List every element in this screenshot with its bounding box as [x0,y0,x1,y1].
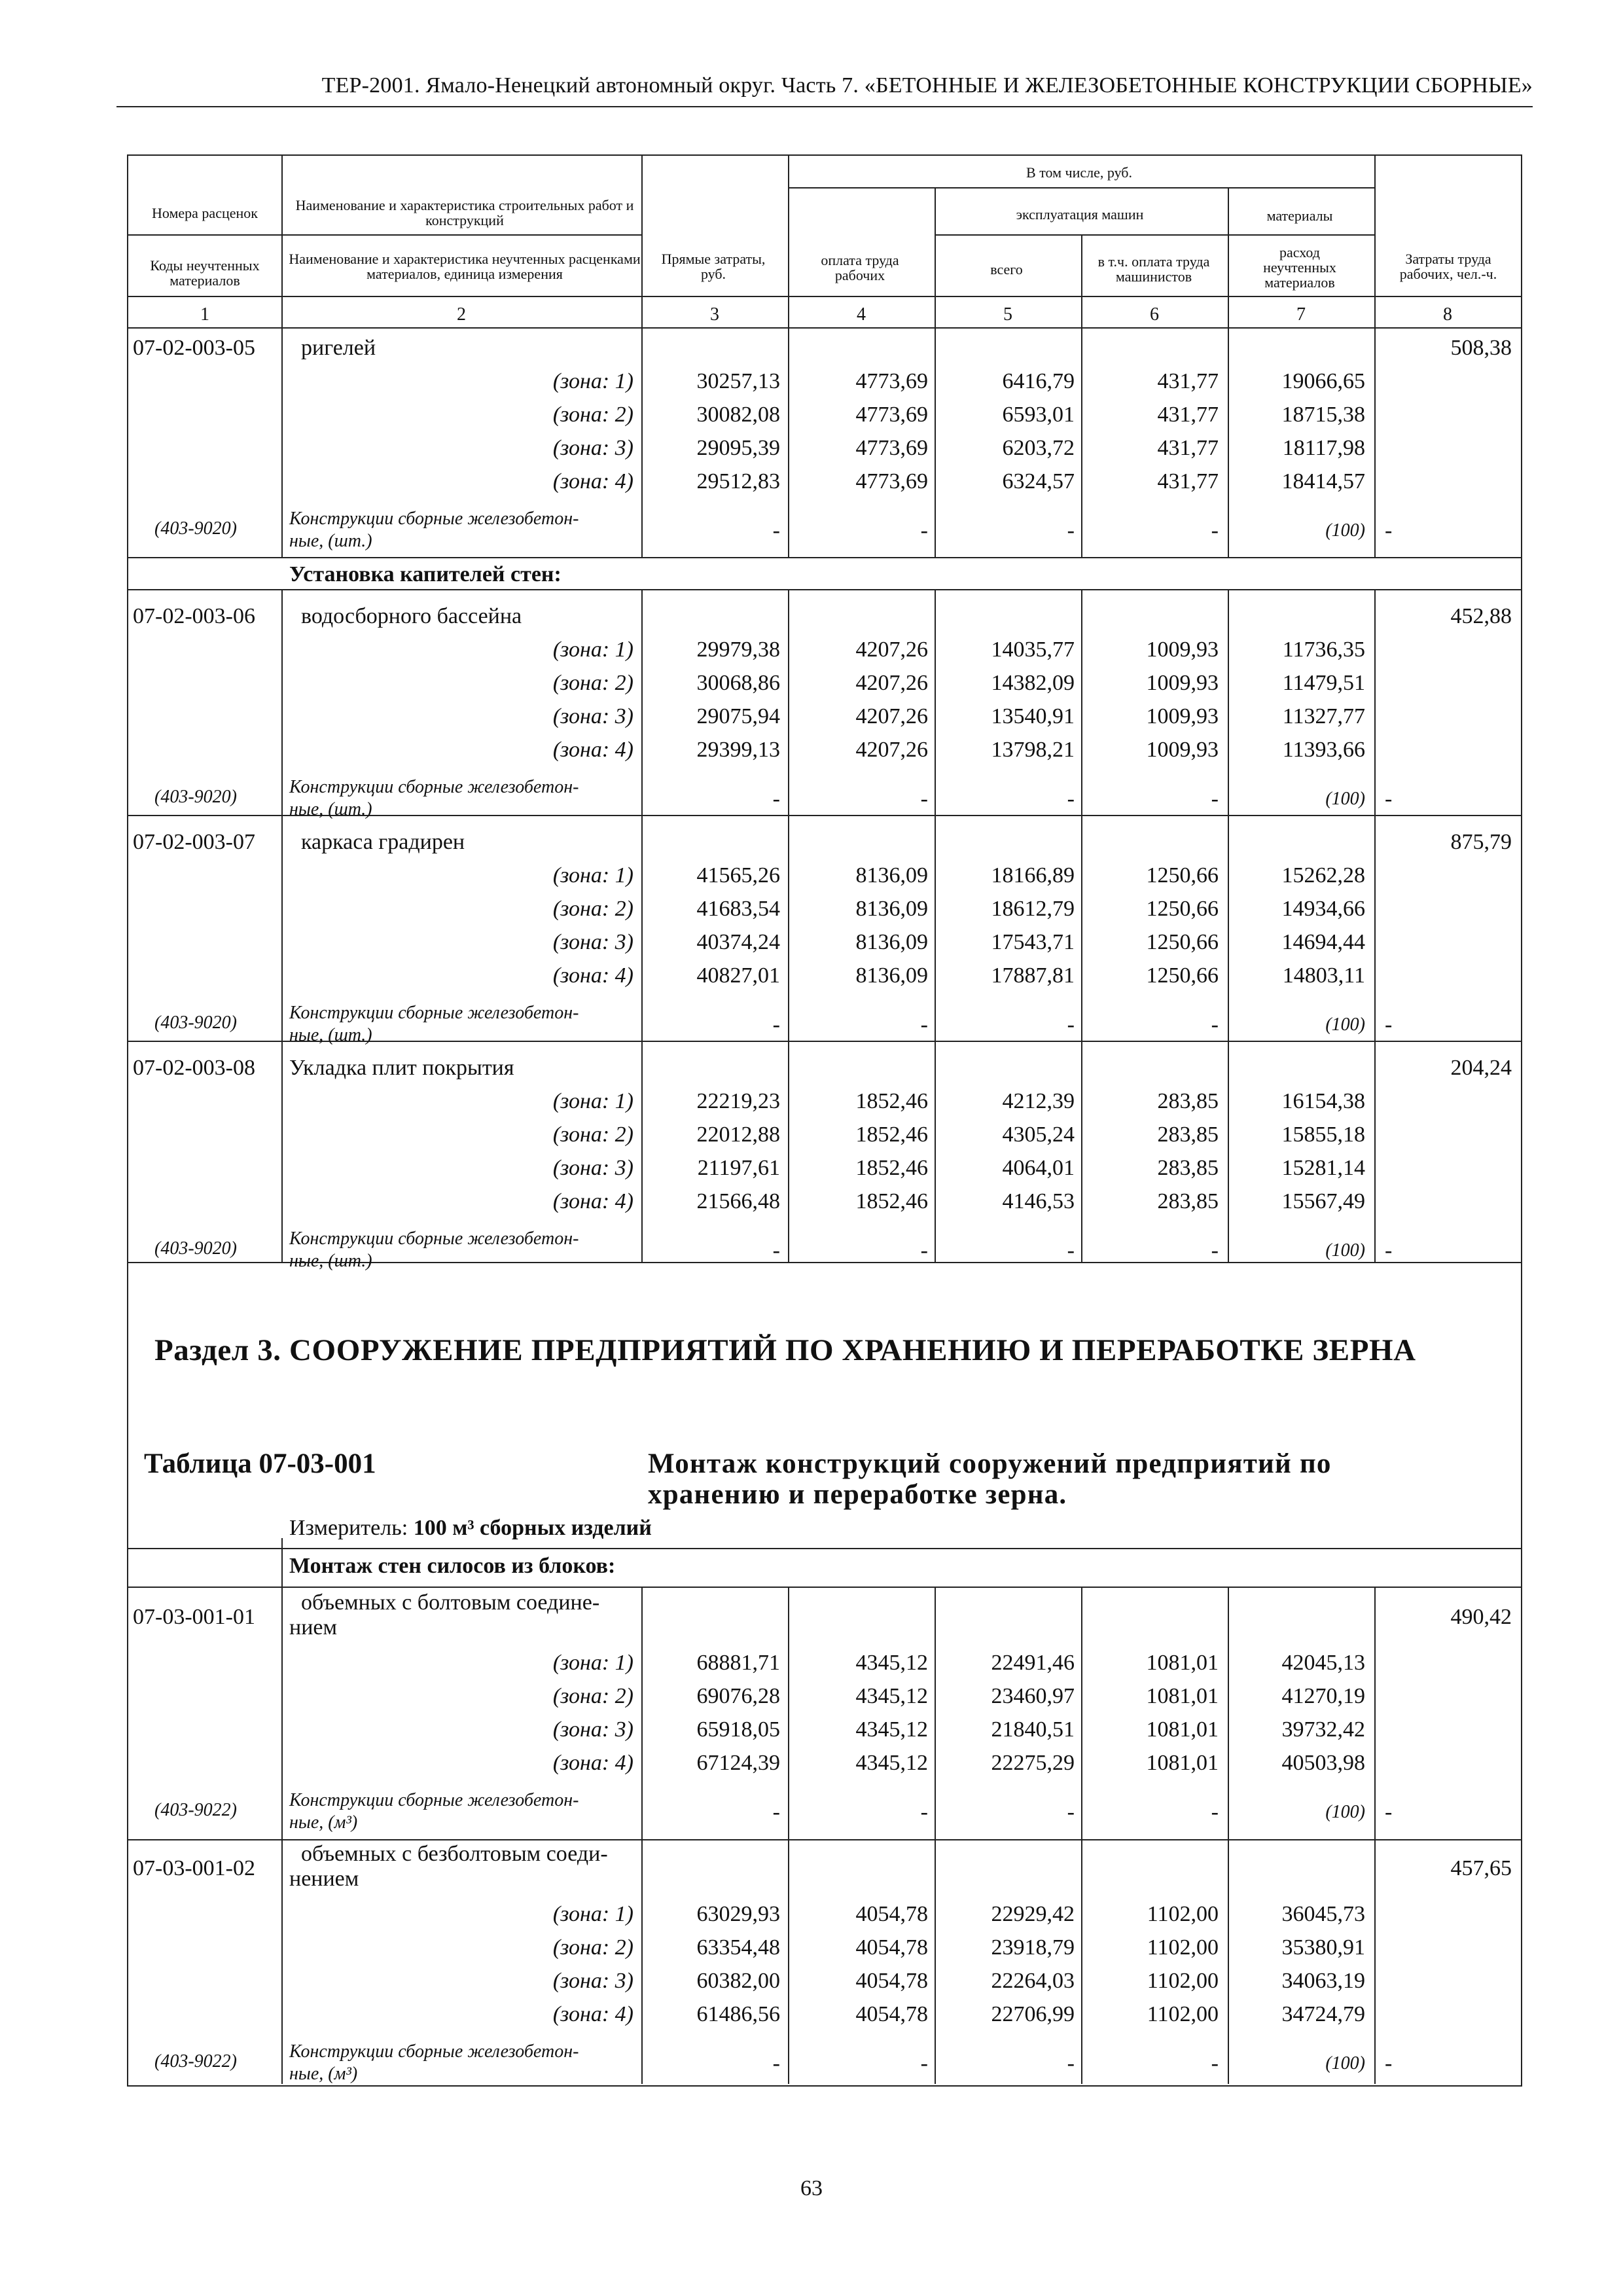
cell-value: 4773,69 [855,369,928,393]
table-rule [127,1839,1521,1840]
cell-value: 19066,65 [1281,369,1365,393]
material-cell: - [1067,1238,1075,1263]
work-name: нением [289,1867,359,1891]
cell-value: 4305,24 [1002,1122,1075,1147]
cell-value: 22929,42 [991,1902,1075,1926]
cell-value: 22706,99 [991,2002,1075,2026]
cell-value: 4054,78 [855,1935,928,1960]
zone-label: (зона: 3) [552,704,633,728]
cell-value: 11327,77 [1282,704,1365,728]
work-name: каркаса градирен [301,830,465,854]
cell-value: 41270,19 [1281,1684,1365,1708]
labor-value: 875,79 [1450,830,1512,854]
table-rule [935,589,936,1262]
cell-value: 1852,46 [855,1089,928,1113]
header-col8: Затраты труда рабочих, чел.-ч. [1399,251,1497,283]
cell-value: 11393,66 [1282,738,1365,762]
table-rule [281,1587,283,2084]
column-number: 4 [857,304,866,325]
header-col4: оплата труда рабочих [821,252,899,284]
header-col5: всего [990,261,1023,278]
cell-value: 1009,93 [1146,671,1219,695]
zone-label: (зона: 3) [552,1717,633,1742]
material-cell: - [1385,1800,1393,1824]
table-rule [127,234,641,236]
cell-value: 15262,28 [1281,863,1365,888]
cell-value: 60382,00 [696,1969,780,1993]
table-label: Таблица 07-03-001 [144,1448,376,1479]
table-rule [1374,327,1376,557]
cell-value: 1081,01 [1146,1651,1219,1675]
cell-value: 18117,98 [1282,436,1365,460]
material-unit: ные, (шт.) [289,1251,372,1271]
zone-label: (зона: 4) [552,469,633,493]
cell-value: 283,85 [1157,1156,1219,1180]
material-cell: - [772,1800,780,1824]
zone-label: (зона: 4) [552,1751,633,1775]
material-unit: ные, (шт.) [289,531,372,551]
table-rule [127,557,1521,558]
zone-label: (зона: 3) [552,1969,633,1993]
cell-value: 4345,12 [855,1651,928,1675]
cell-value: 11479,51 [1282,671,1365,695]
zone-label: (зона: 2) [552,1684,633,1708]
cell-value: 21840,51 [991,1717,1075,1742]
cell-value: 39732,42 [1281,1717,1365,1742]
cell-value: 13540,91 [991,704,1075,728]
header-rule [116,106,1533,107]
table-rule [127,1548,1521,1549]
cell-value: 17543,71 [991,930,1075,954]
cell-value: 4207,26 [855,671,928,695]
cell-value: 8136,09 [855,897,928,921]
cell-value: 1852,46 [855,1156,928,1180]
cell-value: 1102,00 [1147,1969,1219,1993]
cell-value: 14694,44 [1281,930,1365,954]
cell-value: 431,77 [1157,436,1219,460]
table-rule [935,1587,936,2084]
cell-value: 1081,01 [1146,1717,1219,1742]
cell-value: 40503,98 [1281,1751,1365,1775]
cell-value: 1102,00 [1147,1935,1219,1960]
cell-value: 23460,97 [991,1684,1075,1708]
zone-label: (зона: 1) [552,1902,633,1926]
cell-value: 17887,81 [991,963,1075,988]
work-name: нием [289,1615,337,1640]
cell-value: 34063,19 [1281,1969,1365,1993]
header-group-label: В том числе, руб. [1026,164,1132,181]
table-rule [935,187,936,327]
cell-value: 4064,01 [1002,1156,1075,1180]
material-cell: - [920,787,928,811]
cell-value: 8136,09 [855,863,928,888]
cell-value: 22491,46 [991,1651,1075,1675]
material-code: (403-9020) [154,787,237,807]
material-code: (403-9020) [154,1238,237,1259]
table-rule [127,327,1521,329]
zone-label: (зона: 2) [552,897,633,921]
material-cell: - [1211,1238,1219,1263]
table-rule [281,589,283,1262]
table-title-line1: Монтаж конструкций сооружений предприятий по [648,1448,1332,1479]
work-name: объемных с безболтовым соеди- [301,1842,608,1866]
cell-value: 283,85 [1157,1089,1219,1113]
rate-code: 07-03-001-01 [133,1605,255,1629]
zone-label: (зона: 2) [552,1935,633,1960]
cell-value: 18414,57 [1281,469,1365,493]
cell-value: 1102,00 [1147,1902,1219,1926]
rate-code: 07-03-001-02 [133,1856,255,1880]
table-rule [1374,154,1376,327]
cell-value: 14934,66 [1281,897,1365,921]
cell-value: 1250,66 [1146,863,1219,888]
meter-value: 100 м³ сборных изделий [413,1516,652,1540]
work-name: Укладка плит покрытия [289,1056,514,1080]
cell-value: 30257,13 [696,369,780,393]
material-cell: (100) [1325,2053,1365,2073]
table-title-line2: хранению и переработке зерна. [648,1479,1067,1510]
material-cell: - [1211,1013,1219,1037]
material-cell: - [772,787,780,811]
cell-value: 15567,49 [1281,1189,1365,1213]
work-name: ригелей [301,336,376,360]
cell-value: 283,85 [1157,1189,1219,1213]
column-number: 3 [710,304,719,325]
cell-value: 30082,08 [696,403,780,427]
cell-value: 41683,54 [696,897,780,921]
cell-value: 4773,69 [855,403,928,427]
material-name: Конструкции сборные железобетон- [289,777,579,797]
table-rule [127,296,1521,297]
rate-code: 07-02-003-08 [133,1056,255,1080]
cell-value: 29095,39 [696,436,780,460]
cell-value: 431,77 [1157,403,1219,427]
material-cell: - [1385,1013,1393,1037]
cell-value: 11736,35 [1282,637,1365,662]
zone-label: (зона: 4) [552,738,633,762]
material-name: Конструкции сборные железобетон- [289,509,579,529]
labor-value: 452,88 [1450,604,1512,628]
material-cell: - [772,1238,780,1263]
cell-value: 1250,66 [1146,930,1219,954]
cell-value: 15281,14 [1281,1156,1365,1180]
table-rule [788,589,789,1262]
cell-value: 36045,73 [1281,1902,1365,1926]
cell-value: 6416,79 [1002,369,1075,393]
cell-value: 4345,12 [855,1684,928,1708]
cell-value: 29979,38 [696,637,780,662]
cell-value: 22275,29 [991,1751,1075,1775]
cell-value: 4207,26 [855,738,928,762]
cell-value: 1081,01 [1146,1751,1219,1775]
header-machines-label: эксплуатация машин [1016,206,1144,223]
material-cell: - [920,2051,928,2075]
cell-value: 1102,00 [1147,2002,1219,2026]
cell-value: 63354,48 [696,1935,780,1960]
zone-label: (зона: 2) [552,403,633,427]
table-rule [788,1587,789,2084]
table-rule [935,327,936,557]
table-rule [281,1538,283,1587]
material-cell: - [920,1238,928,1263]
cell-value: 61486,56 [696,2002,780,2026]
cell-value: 283,85 [1157,1122,1219,1147]
zone-label: (зона: 1) [552,863,633,888]
cell-value: 40374,24 [696,930,780,954]
cell-value: 6203,72 [1002,436,1075,460]
material-cell: - [772,1013,780,1037]
cell-value: 34724,79 [1281,2002,1365,2026]
cell-value: 14382,09 [991,671,1075,695]
column-number: 6 [1150,304,1159,325]
cell-value: 8136,09 [855,963,928,988]
labor-value: 457,65 [1450,1856,1512,1880]
material-cell: - [1385,518,1393,543]
material-name: Конструкции сборные железобетон- [289,1790,579,1810]
cell-value: 6593,01 [1002,403,1075,427]
column-number: 7 [1296,304,1306,325]
table-rule [788,154,789,327]
cell-value: 29399,13 [696,738,780,762]
cell-value: 29075,94 [696,704,780,728]
material-unit: ные, (м³) [289,1812,358,1833]
zone-label: (зона: 4) [552,2002,633,2026]
header-col1-top: Номера расценок [152,205,258,221]
material-cell: (100) [1325,1802,1365,1822]
material-cell: - [1067,787,1075,811]
cell-value: 1852,46 [855,1189,928,1213]
work-name: объемных с болтовым соедине- [301,1590,600,1615]
cell-value: 18715,38 [1281,403,1365,427]
labor-value: 490,42 [1450,1605,1512,1629]
material-cell: - [1385,2051,1393,2075]
cell-value: 22264,03 [991,1969,1075,1993]
material-cell: - [1067,518,1075,543]
cell-value: 4146,53 [1002,1189,1075,1213]
zone-label: (зона: 4) [552,963,633,988]
cell-value: 18166,89 [991,863,1075,888]
material-cell: (100) [1325,1240,1365,1261]
cell-value: 4773,69 [855,436,928,460]
cell-value: 69076,28 [696,1684,780,1708]
material-cell: - [1211,518,1219,543]
header-col6: в т.ч. оплата труда машинистов [1097,253,1210,285]
header-materials-label: материалы [1266,207,1333,224]
material-code: (403-9022) [154,2051,237,2072]
rate-code: 07-02-003-06 [133,604,255,628]
cell-value: 13798,21 [991,738,1075,762]
material-cell: - [1385,787,1393,811]
material-unit: ные, (м³) [289,2064,358,2084]
cell-value: 6324,57 [1002,469,1075,493]
section-title: Раздел 3. СООРУЖЕНИЕ ПРЕДПРИЯТИЙ ПО ХРАНЕНИЮ И ПЕРЕРАБОТКЕ ЗЕРНА [154,1333,1416,1367]
zone-label: (зона: 3) [552,930,633,954]
cell-value: 35380,91 [1281,1935,1365,1960]
table-rule [281,327,283,557]
rate-code: 07-02-003-07 [133,830,255,854]
cell-value: 22219,23 [696,1089,780,1113]
cell-value: 23918,79 [991,1935,1075,1960]
cell-value: 4345,12 [855,1717,928,1742]
zone-label: (зона: 3) [552,436,633,460]
zone-label: (зона: 4) [552,1189,633,1213]
table-rule [127,589,1521,590]
meter-line [289,1517,652,1539]
zone-label: (зона: 3) [552,1156,633,1180]
material-name: Конструкции сборные железобетон- [289,1229,579,1249]
cell-value: 14803,11 [1282,963,1365,988]
table-rule [127,1587,1521,1588]
cell-value: 4212,39 [1002,1089,1075,1113]
cell-value: 41565,26 [696,863,780,888]
zone-label: (зона: 1) [552,637,633,662]
header-col1-bottom: Коды неучтенных материалов [150,257,260,289]
zone-label: (зона: 2) [552,671,633,695]
cell-value: 67124,39 [696,1751,780,1775]
table-rule [1228,187,1229,327]
page-number: 63 [800,2176,823,2200]
cell-value: 4207,26 [855,704,928,728]
cell-value: 22012,88 [696,1122,780,1147]
material-cell: - [920,1013,928,1037]
cell-value: 16154,38 [1281,1089,1365,1113]
cell-value: 1081,01 [1146,1684,1219,1708]
labor-value: 204,24 [1450,1056,1512,1080]
table-rule [641,154,643,327]
table-rule [1374,1587,1376,2084]
table-rule [788,327,789,557]
cell-value: 4054,78 [855,1902,928,1926]
subheader-silos: Монтаж стен силосов из блоков: [289,1554,616,1578]
cell-value: 63029,93 [696,1902,780,1926]
table-rule [1374,589,1376,1262]
cell-value: 1852,46 [855,1122,928,1147]
table-rule [788,187,1374,188]
cell-value: 15855,18 [1281,1122,1365,1147]
material-cell: - [1385,1238,1393,1263]
cell-value: 1250,66 [1146,897,1219,921]
cell-value: 8136,09 [855,930,928,954]
cell-value: 30068,86 [696,671,780,695]
material-cell: - [920,1800,928,1824]
cell-value: 431,77 [1157,369,1219,393]
cell-value: 4207,26 [855,637,928,662]
cell-value: 4345,12 [855,1751,928,1775]
work-name: водосборного бассейна [301,604,522,628]
cell-value: 42045,13 [1281,1651,1365,1675]
material-cell: (100) [1325,520,1365,541]
cell-value: 21197,61 [697,1156,780,1180]
running-header: ТЕР-2001. Ямало-Ненецкий автономный округ. Часть 7. «БЕТОННЫЕ И ЖЕЛЕЗОБЕТОННЫЕ КОНСТРУКЦИИ СБОРНЫЕ» [321,73,1533,98]
material-unit: ные, (шт.) [289,799,372,819]
material-cell: - [1211,2051,1219,2075]
meter-label: Измеритель: [289,1516,408,1540]
material-name: Конструкции сборные железобетон- [289,1003,579,1023]
subheader-capitals: Установка капителей стен: [289,562,562,586]
cell-value: 29512,83 [696,469,780,493]
material-cell: - [1211,1800,1219,1824]
material-cell: - [772,2051,780,2075]
material-cell: - [1211,787,1219,811]
header-col7: расход неучтенных материалов [1263,244,1336,291]
material-code: (403-9020) [154,518,237,539]
labor-value: 508,38 [1450,336,1512,360]
cell-value: 18612,79 [991,897,1075,921]
header-col2-bottom: Наименование и характеристика неучтенных расценками материалов, единица измерения [289,251,641,283]
cell-value: 431,77 [1157,469,1219,493]
zone-label: (зона: 1) [552,1651,633,1675]
material-cell: (100) [1325,789,1365,809]
header-col3: Прямые затраты, руб. [661,251,766,283]
header-col2-top: Наименование и характеристика строительных работ и конструкций [295,197,634,229]
material-code: (403-9020) [154,1013,237,1033]
cell-value: 1250,66 [1146,963,1219,988]
cell-value: 4054,78 [855,1969,928,1993]
column-number: 2 [457,304,466,325]
table-rule [935,234,1374,236]
material-cell: - [1067,2051,1075,2075]
table-rule [281,154,283,327]
material-code: (403-9022) [154,1800,237,1820]
cell-value: 14035,77 [991,637,1075,662]
material-cell: - [920,518,928,543]
rate-code: 07-02-003-05 [133,336,255,360]
material-name: Конструкции сборные железобетон- [289,2041,579,2062]
table-rule [1081,234,1082,327]
material-unit: ные, (шт.) [289,1025,372,1045]
material-cell: - [772,518,780,543]
cell-value: 4054,78 [855,2002,928,2026]
cell-value: 40827,01 [696,963,780,988]
cell-value: 4773,69 [855,469,928,493]
column-number: 1 [200,304,209,325]
zone-label: (зона: 1) [552,1089,633,1113]
material-cell: - [1067,1013,1075,1037]
column-number: 5 [1003,304,1012,325]
cell-value: 65918,05 [696,1717,780,1742]
cell-value: 1009,93 [1146,704,1219,728]
column-number: 8 [1443,304,1452,325]
material-cell: - [1067,1800,1075,1824]
zone-label: (зона: 1) [552,369,633,393]
zone-label: (зона: 2) [552,1122,633,1147]
cell-value: 68881,71 [696,1651,780,1675]
material-cell: (100) [1325,1014,1365,1035]
cell-value: 1009,93 [1146,738,1219,762]
cell-value: 1009,93 [1146,637,1219,662]
cell-value: 21566,48 [696,1189,780,1213]
